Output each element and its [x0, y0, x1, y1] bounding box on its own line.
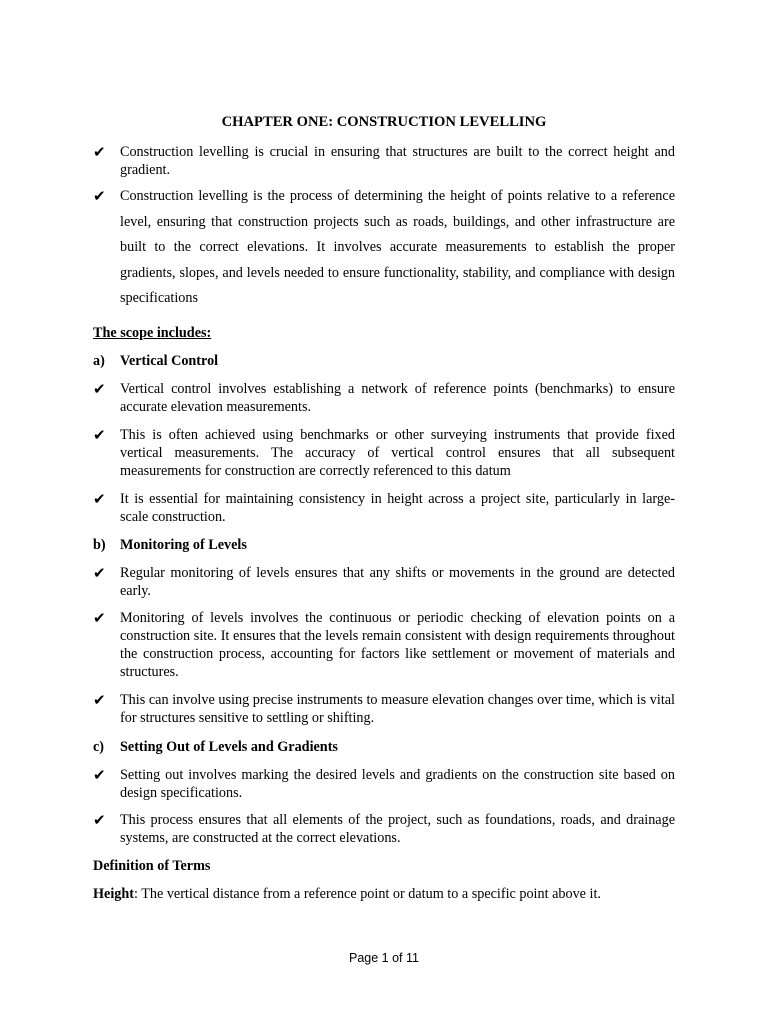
list-item — [93, 184, 675, 312]
scope-heading: The scope includes: — [93, 325, 212, 341]
section-heading — [93, 352, 218, 370]
list-item — [93, 609, 675, 681]
bullet-text: Setting out involves marking the desired levels and gradients on the construction site based on design specifications. — [120, 767, 675, 801]
section-letter: c) — [93, 739, 105, 755]
check-mark-icon: ✔ — [93, 143, 106, 161]
section-title: Setting Out of Levels and Gradients — [120, 739, 338, 755]
definition-paragraph — [93, 885, 675, 903]
section-title: Monitoring of Levels — [120, 537, 247, 553]
list-item — [93, 380, 675, 416]
check-mark-icon: ✔ — [93, 187, 106, 205]
bullet-text: Monitoring of levels involves the continuous or periodic checking of elevation points on a construction site. It ensures that the levels remain consistent with design requirements throughout the construction process, accounting for factors like settlement or movement of materials and structures. — [120, 610, 675, 680]
bullet-text: Construction levelling is crucial in ensuring that structures are built to the correct height and gradient. — [120, 144, 675, 178]
check-mark-icon: ✔ — [93, 564, 106, 582]
list-item — [93, 564, 675, 600]
check-mark-icon: ✔ — [93, 426, 106, 444]
list-item — [93, 143, 675, 179]
bullet-text: This process ensures that all elements of the project, such as foundations, roads, and drainage systems, are constructed at the correct elevations. — [120, 812, 675, 846]
section-letter: b) — [93, 537, 106, 553]
section-heading — [93, 738, 338, 756]
definition-term: Height — [93, 886, 134, 902]
check-mark-icon: ✔ — [93, 811, 106, 829]
check-mark-icon: ✔ — [93, 490, 106, 508]
definitions-heading: Definition of Terms — [93, 858, 211, 874]
definition-text: : The vertical distance from a reference point or datum to a specific point above it. — [133, 886, 601, 902]
check-mark-icon: ✔ — [93, 609, 106, 627]
list-item — [93, 691, 675, 727]
bullet-text: Construction levelling is the process of determining the height of points relative to a reference level, ensuring that construction projects such as roads, buildings, and other infrastructure are built to the correct elevations. It involves accurate measurements to establish the proper gradients, slopes, and levels needed to ensure functionality, stability, and compliance with design specifications — [120, 188, 675, 306]
bullet-text: Vertical control involves establishing a network of reference points (benchmarks) to ensure accurate elevation measurements. — [120, 381, 675, 415]
section-title: Vertical Control — [120, 353, 219, 369]
check-mark-icon: ✔ — [93, 691, 106, 709]
list-item — [93, 490, 675, 526]
check-mark-icon: ✔ — [93, 380, 106, 398]
bullet-text: Regular monitoring of levels ensures that any shifts or movements in the ground are detected early. — [120, 565, 675, 599]
bullet-text: This is often achieved using benchmarks or other surveying instruments that provide fixed vertical measurements. The accuracy of vertical control ensures that all subsequent measurements for construction are correctly referenced to this datum — [120, 427, 675, 479]
section-letter: a) — [93, 353, 105, 369]
list-item — [93, 426, 675, 480]
chapter-title: CHAPTER ONE: CONSTRUCTION LEVELLING — [221, 114, 547, 130]
check-mark-icon: ✔ — [93, 766, 106, 784]
section-heading — [93, 536, 247, 554]
page-footer: Page 1 of 11 — [349, 951, 419, 965]
list-item — [93, 766, 675, 802]
bullet-text: This can involve using precise instruments to measure elevation changes over time, which is vital for structures sensitive to settling or shifting. — [120, 692, 675, 726]
bullet-text: It is essential for maintaining consistency in height across a project site, particularly in large-scale construction. — [120, 491, 675, 525]
list-item — [93, 811, 675, 847]
